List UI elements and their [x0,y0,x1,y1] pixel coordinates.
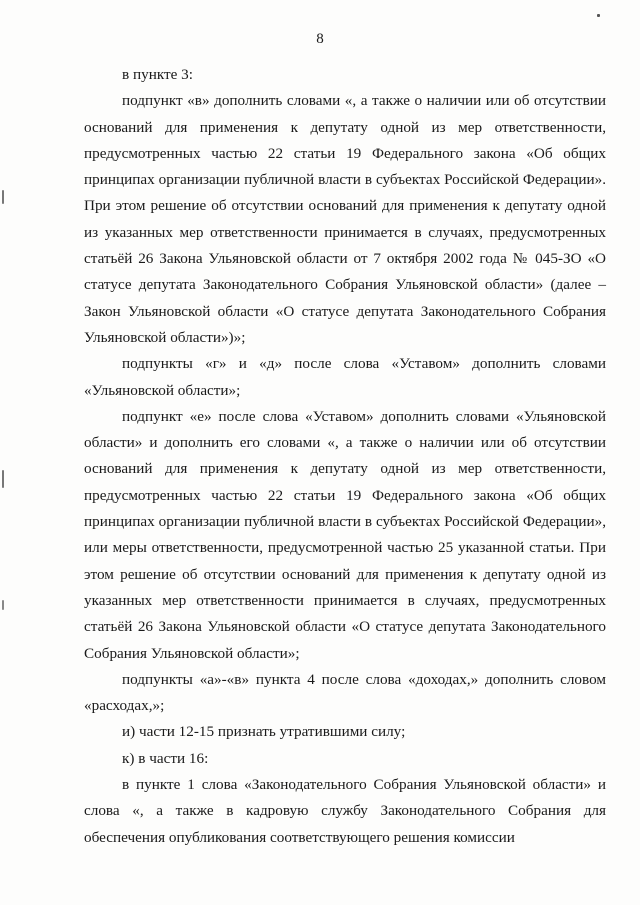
scan-mark-left-edge [2,600,4,610]
page-number: 8 [316,31,324,47]
document-body [84,62,606,851]
paragraph: подпункт «в» дополнить словами «, а также о наличии или об отсутствии оснований для применения к депутату одной из мер ответственности, предусмотренных частью 22 статьи 19 Федерального закона «Об общих принципах организации публичной власти в субъектах Российской Федерации». При этом решение об отсутствии оснований для применения к депутату одной из указанных мер ответственности принимается в случаях, предусмотренных статьёй 26 Закона Ульяновской области от 7 октября 2002 года № 045-ЗО «О статусе депутата Законодательного Собрания Ульяновской области» (далее – Закон Ульяновской области «О статусе депутата Законодательного Собрания Ульяновской области»)»; [84,92,606,346]
scan-mark-left-edge [2,470,4,488]
paragraph: в пункте 1 слова «Законодательного Собрания Ульяновской области» и слова «, а также в кадровую службу Законодательного Собрания для обеспечения опубликования соответствующего решения комиссии [84,776,606,846]
paragraph: в пункте 3: [122,66,193,83]
scan-mark-top-right [597,14,600,17]
paragraph: подпункт «е» после слова «Уставом» дополнить словами «Ульяновской области» и дополнить его словами «, а также о наличии или об отсутствии оснований для применения к депутату одной из мер ответственности, предусмотренных частью 22 статьи 19 Федерального закона «Об общих принципах организации публичной власти в субъектах Российской Федерации», или меры ответственности, предусмотренной частью 25 указанной статьи. При этом решение об отсутствии оснований для применения к депутату одной из указанных мер ответственности принимается в случаях, предусмотренных статьёй 26 Закона Ульяновской области «О статусе депутата Законодательного Собрания Ульяновской области»; [84,407,606,662]
scan-mark-left-edge [2,190,4,204]
paragraph: подпункты «а»-«в» пункта 4 после слова «доходах,» дополнить словом «расходах,»; [84,670,606,715]
paragraph: и) части 12-15 признать утратившими силу; [122,723,406,741]
paragraph: к) в части 16: [122,749,209,767]
paragraph: подпункты «г» и «д» после слова «Уставом» дополнить словами «Ульяновской области»; [84,355,606,399]
